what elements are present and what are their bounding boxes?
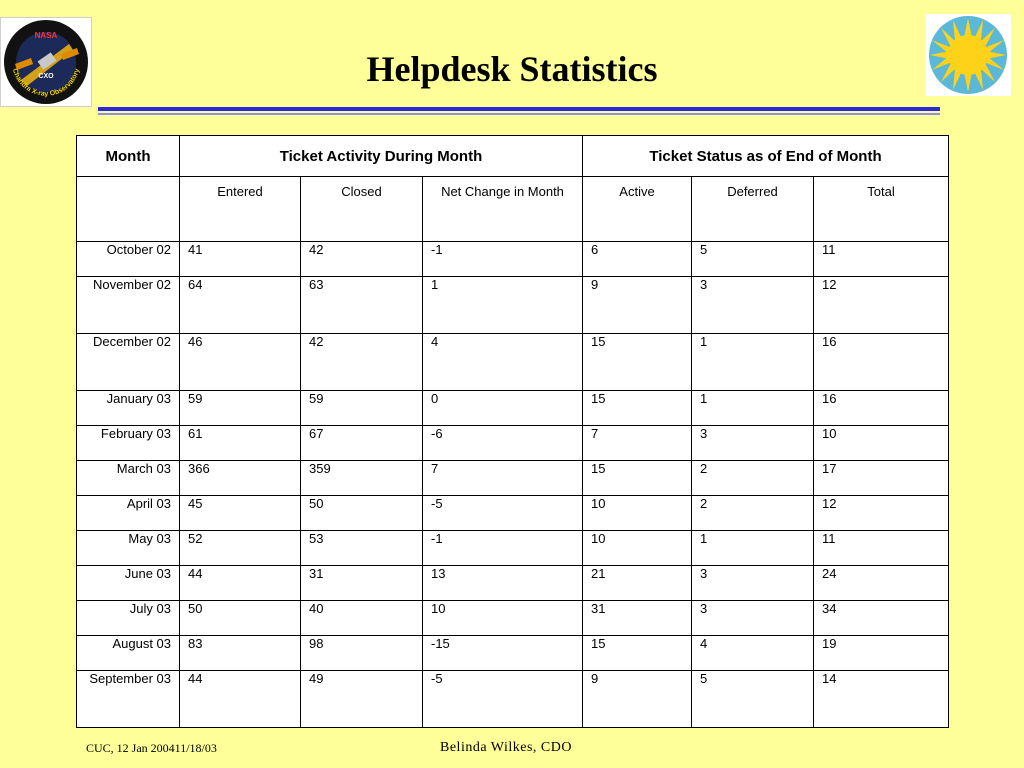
cell-active: 9 (583, 671, 692, 728)
cell-deferred: 2 (692, 496, 814, 531)
cell-entered: 50 (180, 601, 301, 636)
ticket-status-header: Ticket Status as of End of Month (583, 136, 949, 177)
title-rule-dark (98, 107, 940, 111)
cell-deferred: 3 (692, 277, 814, 334)
cell-net-change: -5 (423, 671, 583, 728)
cell-total: 12 (814, 277, 949, 334)
cell-month: May 03 (77, 531, 180, 566)
sub-header-deferred: Deferred (692, 177, 814, 242)
cell-deferred: 1 (692, 334, 814, 391)
cell-closed: 359 (301, 461, 423, 496)
cell-month: January 03 (77, 391, 180, 426)
cell-month: August 03 (77, 636, 180, 671)
cell-deferred: 5 (692, 671, 814, 728)
sub-header-empty (77, 177, 180, 242)
cell-closed: 59 (301, 391, 423, 426)
cell-active: 21 (583, 566, 692, 601)
cell-deferred: 4 (692, 636, 814, 671)
cell-closed: 63 (301, 277, 423, 334)
cell-net-change: -5 (423, 496, 583, 531)
cell-active: 9 (583, 277, 692, 334)
cell-active: 6 (583, 242, 692, 277)
sub-header-total: Total (814, 177, 949, 242)
cell-total: 12 (814, 496, 949, 531)
cell-net-change: -1 (423, 531, 583, 566)
table-row (77, 496, 949, 531)
table-row (77, 531, 949, 566)
table-row (77, 277, 949, 334)
cell-entered: 46 (180, 334, 301, 391)
cell-net-change: 10 (423, 601, 583, 636)
cell-month: March 03 (77, 461, 180, 496)
cell-total: 16 (814, 391, 949, 426)
sub-header-active: Active (583, 177, 692, 242)
cell-entered: 83 (180, 636, 301, 671)
table-row (77, 391, 949, 426)
cell-entered: 52 (180, 531, 301, 566)
cell-deferred: 3 (692, 566, 814, 601)
table-row (77, 566, 949, 601)
logo-cxo-text: CXO (38, 73, 54, 80)
table-row (77, 636, 949, 671)
cell-total: 19 (814, 636, 949, 671)
cell-active: 15 (583, 391, 692, 426)
cell-deferred: 1 (692, 531, 814, 566)
page-title: Helpdesk Statistics (366, 49, 658, 89)
table-row (77, 461, 949, 496)
cell-active: 31 (583, 601, 692, 636)
cell-closed: 31 (301, 566, 423, 601)
cell-entered: 366 (180, 461, 301, 496)
cell-total: 10 (814, 426, 949, 461)
table-row (77, 601, 949, 636)
cell-total: 16 (814, 334, 949, 391)
sub-header-closed: Closed (301, 177, 423, 242)
cell-closed: 98 (301, 636, 423, 671)
cell-net-change: 0 (423, 391, 583, 426)
cell-net-change: 13 (423, 566, 583, 601)
cell-active: 15 (583, 461, 692, 496)
footer-date: CUC, 12 Jan 200411/18/03 (86, 741, 217, 755)
cell-closed: 53 (301, 531, 423, 566)
cell-entered: 64 (180, 277, 301, 334)
cell-closed: 50 (301, 496, 423, 531)
logo-ring-text: Chandra X-ray Observatory (10, 67, 82, 98)
cell-total: 11 (814, 531, 949, 566)
cell-net-change: 1 (423, 277, 583, 334)
cell-net-change: 7 (423, 461, 583, 496)
table-sub-header-row (77, 177, 949, 242)
cell-total: 24 (814, 566, 949, 601)
cell-deferred: 5 (692, 242, 814, 277)
cell-entered: 59 (180, 391, 301, 426)
cell-active: 15 (583, 636, 692, 671)
cell-active: 10 (583, 496, 692, 531)
cell-month: July 03 (77, 601, 180, 636)
cell-total: 14 (814, 671, 949, 728)
cell-month: April 03 (77, 496, 180, 531)
cell-month: September 03 (77, 671, 180, 728)
cell-deferred: 3 (692, 601, 814, 636)
cell-entered: 41 (180, 242, 301, 277)
logo-nasa-text: NASA (34, 31, 58, 40)
cell-entered: 44 (180, 566, 301, 601)
cell-month: December 02 (77, 334, 180, 391)
ticket-activity-header: Ticket Activity During Month (180, 136, 583, 177)
month-header: Month (77, 136, 180, 177)
table-row (77, 426, 949, 461)
title-rule-light (98, 113, 940, 115)
cell-deferred: 3 (692, 426, 814, 461)
table-group-header-row (77, 136, 949, 177)
cell-net-change: -1 (423, 242, 583, 277)
cell-entered: 61 (180, 426, 301, 461)
cell-net-change: -6 (423, 426, 583, 461)
cell-closed: 67 (301, 426, 423, 461)
footer-author: Belinda Wilkes, CDO (440, 740, 572, 755)
table-row (77, 242, 949, 277)
cell-month: November 02 (77, 277, 180, 334)
table-row (77, 671, 949, 728)
cell-net-change: 4 (423, 334, 583, 391)
cell-total: 17 (814, 461, 949, 496)
cell-closed: 49 (301, 671, 423, 728)
cell-closed: 40 (301, 601, 423, 636)
sub-header-entered: Entered (180, 177, 301, 242)
cell-active: 15 (583, 334, 692, 391)
cell-month: June 03 (77, 566, 180, 601)
helpdesk-stats-table (76, 135, 949, 728)
cell-total: 11 (814, 242, 949, 277)
cell-deferred: 2 (692, 461, 814, 496)
cell-active: 7 (583, 426, 692, 461)
cell-deferred: 1 (692, 391, 814, 426)
sub-header-net-change: Net Change in Month (423, 177, 583, 242)
cell-closed: 42 (301, 334, 423, 391)
cell-closed: 42 (301, 242, 423, 277)
cell-entered: 44 (180, 671, 301, 728)
cell-net-change: -15 (423, 636, 583, 671)
cell-active: 10 (583, 531, 692, 566)
table-row (77, 334, 949, 391)
cell-entered: 45 (180, 496, 301, 531)
cell-month: February 03 (77, 426, 180, 461)
cell-total: 34 (814, 601, 949, 636)
cell-month: October 02 (77, 242, 180, 277)
